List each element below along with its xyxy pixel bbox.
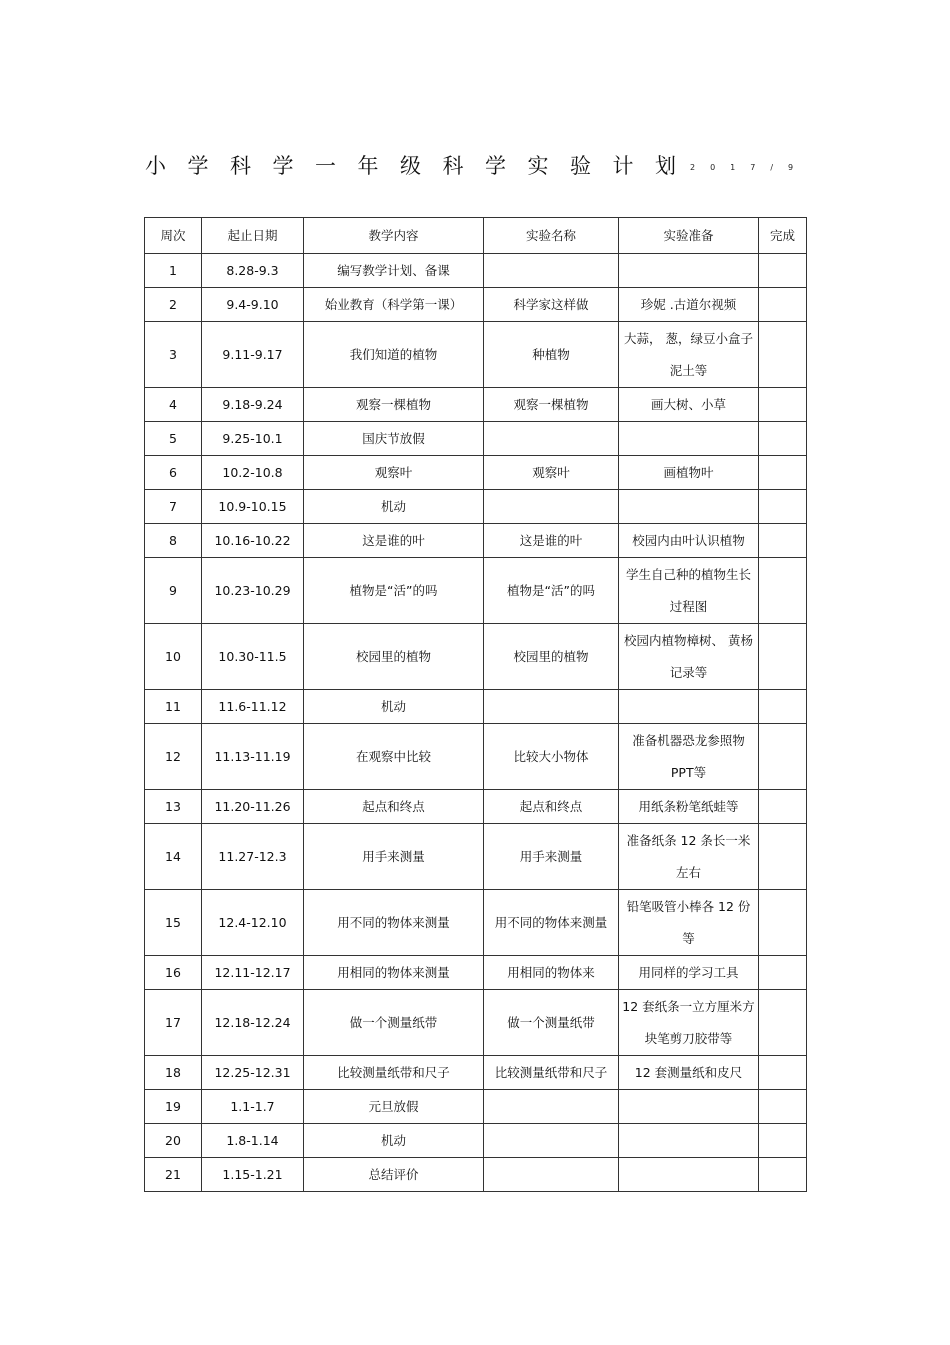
cell-week: 7 bbox=[145, 490, 202, 524]
cell-week: 8 bbox=[145, 524, 202, 558]
cell-dates: 11.13-11.19 bbox=[202, 724, 304, 790]
header-content: 教学内容 bbox=[304, 218, 484, 254]
cell-done bbox=[759, 890, 807, 956]
cell-week: 13 bbox=[145, 790, 202, 824]
cell-experiment bbox=[484, 1124, 619, 1158]
cell-experiment bbox=[484, 690, 619, 724]
cell-done bbox=[759, 690, 807, 724]
cell-prep bbox=[619, 1090, 759, 1124]
cell-content: 机动 bbox=[304, 690, 484, 724]
cell-week: 14 bbox=[145, 824, 202, 890]
cell-content: 做一个测量纸带 bbox=[304, 990, 484, 1056]
cell-content: 在观察中比较 bbox=[304, 724, 484, 790]
cell-week: 19 bbox=[145, 1090, 202, 1124]
cell-done bbox=[759, 254, 807, 288]
cell-content: 植物是“活”的吗 bbox=[304, 558, 484, 624]
cell-experiment bbox=[484, 254, 619, 288]
cell-content: 我们知道的植物 bbox=[304, 322, 484, 388]
cell-experiment: 用手来测量 bbox=[484, 824, 619, 890]
cell-week: 6 bbox=[145, 456, 202, 490]
table-row bbox=[145, 690, 807, 724]
cell-done bbox=[759, 1056, 807, 1090]
cell-experiment: 用不同的物体来测量 bbox=[484, 890, 619, 956]
cell-dates: 10.9-10.15 bbox=[202, 490, 304, 524]
cell-content: 国庆节放假 bbox=[304, 422, 484, 456]
cell-content: 编写教学计划、备课 bbox=[304, 254, 484, 288]
cell-done bbox=[759, 1158, 807, 1192]
cell-content: 起点和终点 bbox=[304, 790, 484, 824]
cell-content: 始业教育（科学第一课） bbox=[304, 288, 484, 322]
cell-week: 17 bbox=[145, 990, 202, 1056]
cell-done bbox=[759, 490, 807, 524]
cell-experiment bbox=[484, 1090, 619, 1124]
cell-week: 5 bbox=[145, 422, 202, 456]
header-experiment: 实验名称 bbox=[484, 218, 619, 254]
cell-prep: 用纸条粉笔纸蛙等 bbox=[619, 790, 759, 824]
cell-prep bbox=[619, 1158, 759, 1192]
cell-dates: 11.6-11.12 bbox=[202, 690, 304, 724]
cell-prep bbox=[619, 1124, 759, 1158]
page-date: 2017/9 bbox=[690, 163, 809, 172]
table-row bbox=[145, 422, 807, 456]
cell-prep: 准备纸条 12 条长一米左右 bbox=[619, 824, 759, 890]
cell-experiment: 科学家这样做 bbox=[484, 288, 619, 322]
cell-prep bbox=[619, 690, 759, 724]
table-row bbox=[145, 624, 807, 690]
cell-done bbox=[759, 624, 807, 690]
cell-done bbox=[759, 558, 807, 624]
cell-week: 20 bbox=[145, 1124, 202, 1158]
cell-dates: 1.1-1.7 bbox=[202, 1090, 304, 1124]
cell-prep: 准备机器恐龙参照物PPT等 bbox=[619, 724, 759, 790]
table-row bbox=[145, 288, 807, 322]
cell-content: 机动 bbox=[304, 490, 484, 524]
cell-week: 21 bbox=[145, 1158, 202, 1192]
cell-done bbox=[759, 790, 807, 824]
cell-done bbox=[759, 1090, 807, 1124]
cell-prep: 珍妮 .古道尔视频 bbox=[619, 288, 759, 322]
cell-experiment: 种植物 bbox=[484, 322, 619, 388]
table-row bbox=[145, 1158, 807, 1192]
cell-done bbox=[759, 288, 807, 322]
title-row bbox=[145, 150, 825, 186]
cell-experiment: 用相同的物体来 bbox=[484, 956, 619, 990]
cell-dates: 9.18-9.24 bbox=[202, 388, 304, 422]
cell-content: 比较测量纸带和尺子 bbox=[304, 1056, 484, 1090]
cell-experiment: 校园里的植物 bbox=[484, 624, 619, 690]
cell-experiment bbox=[484, 490, 619, 524]
plan-table bbox=[144, 217, 807, 1192]
cell-prep bbox=[619, 254, 759, 288]
cell-week: 4 bbox=[145, 388, 202, 422]
cell-prep: 校园内由叶认识植物 bbox=[619, 524, 759, 558]
header-week: 周次 bbox=[145, 218, 202, 254]
cell-done bbox=[759, 824, 807, 890]
cell-done bbox=[759, 990, 807, 1056]
cell-prep: 用同样的学习工具 bbox=[619, 956, 759, 990]
cell-prep bbox=[619, 490, 759, 524]
cell-done bbox=[759, 724, 807, 790]
cell-week: 2 bbox=[145, 288, 202, 322]
table-row bbox=[145, 990, 807, 1056]
cell-week: 12 bbox=[145, 724, 202, 790]
cell-prep: 校园内植物樟树、 黄杨记录等 bbox=[619, 624, 759, 690]
cell-content: 用不同的物体来测量 bbox=[304, 890, 484, 956]
cell-dates: 10.30-11.5 bbox=[202, 624, 304, 690]
cell-experiment: 植物是“活”的吗 bbox=[484, 558, 619, 624]
cell-experiment: 比较测量纸带和尺子 bbox=[484, 1056, 619, 1090]
cell-experiment bbox=[484, 1158, 619, 1192]
header-dates: 起止日期 bbox=[202, 218, 304, 254]
cell-prep: 学生自己种的植物生长过程图 bbox=[619, 558, 759, 624]
cell-dates: 12.25-12.31 bbox=[202, 1056, 304, 1090]
table-row bbox=[145, 790, 807, 824]
table-row bbox=[145, 1124, 807, 1158]
table-row bbox=[145, 1056, 807, 1090]
table-row bbox=[145, 824, 807, 890]
cell-content: 总结评价 bbox=[304, 1158, 484, 1192]
cell-content: 机动 bbox=[304, 1124, 484, 1158]
cell-dates: 12.11-12.17 bbox=[202, 956, 304, 990]
cell-prep: 画大树、小草 bbox=[619, 388, 759, 422]
cell-week: 1 bbox=[145, 254, 202, 288]
cell-week: 10 bbox=[145, 624, 202, 690]
cell-dates: 9.11-9.17 bbox=[202, 322, 304, 388]
table-row bbox=[145, 724, 807, 790]
cell-week: 9 bbox=[145, 558, 202, 624]
cell-dates: 1.8-1.14 bbox=[202, 1124, 304, 1158]
cell-prep: 大蒜， 葱，绿豆小盒子泥土等 bbox=[619, 322, 759, 388]
table-row bbox=[145, 1090, 807, 1124]
cell-experiment: 比较大小物体 bbox=[484, 724, 619, 790]
cell-done bbox=[759, 524, 807, 558]
header-prep: 实验准备 bbox=[619, 218, 759, 254]
cell-week: 16 bbox=[145, 956, 202, 990]
cell-prep: 铅笔吸管小棒各 12 份等 bbox=[619, 890, 759, 956]
cell-experiment: 观察叶 bbox=[484, 456, 619, 490]
cell-week: 3 bbox=[145, 322, 202, 388]
cell-week: 18 bbox=[145, 1056, 202, 1090]
table-row bbox=[145, 524, 807, 558]
cell-dates: 11.27-12.3 bbox=[202, 824, 304, 890]
cell-content: 校园里的植物 bbox=[304, 624, 484, 690]
cell-dates: 10.23-10.29 bbox=[202, 558, 304, 624]
cell-content: 观察叶 bbox=[304, 456, 484, 490]
cell-dates: 12.4-12.10 bbox=[202, 890, 304, 956]
cell-experiment: 观察一棵植物 bbox=[484, 388, 619, 422]
cell-done bbox=[759, 456, 807, 490]
cell-done bbox=[759, 322, 807, 388]
table-row bbox=[145, 254, 807, 288]
table-row bbox=[145, 490, 807, 524]
cell-prep: 画植物叶 bbox=[619, 456, 759, 490]
cell-content: 用相同的物体来测量 bbox=[304, 956, 484, 990]
cell-experiment bbox=[484, 422, 619, 456]
cell-week: 11 bbox=[145, 690, 202, 724]
cell-dates: 11.20-11.26 bbox=[202, 790, 304, 824]
cell-done bbox=[759, 956, 807, 990]
cell-week: 15 bbox=[145, 890, 202, 956]
cell-dates: 8.28-9.3 bbox=[202, 254, 304, 288]
cell-done bbox=[759, 1124, 807, 1158]
cell-prep: 12 套纸条一立方厘米方块笔剪刀胶带等 bbox=[619, 990, 759, 1056]
header-done: 完成 bbox=[759, 218, 807, 254]
cell-dates: 9.4-9.10 bbox=[202, 288, 304, 322]
table-row bbox=[145, 388, 807, 422]
table-row bbox=[145, 956, 807, 990]
cell-prep bbox=[619, 422, 759, 456]
cell-dates: 10.2-10.8 bbox=[202, 456, 304, 490]
table-row bbox=[145, 456, 807, 490]
table-row bbox=[145, 322, 807, 388]
cell-dates: 1.15-1.21 bbox=[202, 1158, 304, 1192]
cell-content: 元旦放假 bbox=[304, 1090, 484, 1124]
cell-done bbox=[759, 422, 807, 456]
cell-dates: 12.18-12.24 bbox=[202, 990, 304, 1056]
cell-content: 用手来测量 bbox=[304, 824, 484, 890]
table-row bbox=[145, 890, 807, 956]
cell-experiment: 起点和终点 bbox=[484, 790, 619, 824]
cell-experiment: 做一个测量纸带 bbox=[484, 990, 619, 1056]
cell-done bbox=[759, 388, 807, 422]
cell-dates: 9.25-10.1 bbox=[202, 422, 304, 456]
cell-content: 这是谁的叶 bbox=[304, 524, 484, 558]
page-title: 小学科学一年级科学实验计划 bbox=[145, 154, 698, 178]
table-row bbox=[145, 558, 807, 624]
cell-content: 观察一棵植物 bbox=[304, 388, 484, 422]
table-header-row bbox=[145, 218, 807, 254]
cell-experiment: 这是谁的叶 bbox=[484, 524, 619, 558]
cell-prep: 12 套测量纸和皮尺 bbox=[619, 1056, 759, 1090]
cell-dates: 10.16-10.22 bbox=[202, 524, 304, 558]
